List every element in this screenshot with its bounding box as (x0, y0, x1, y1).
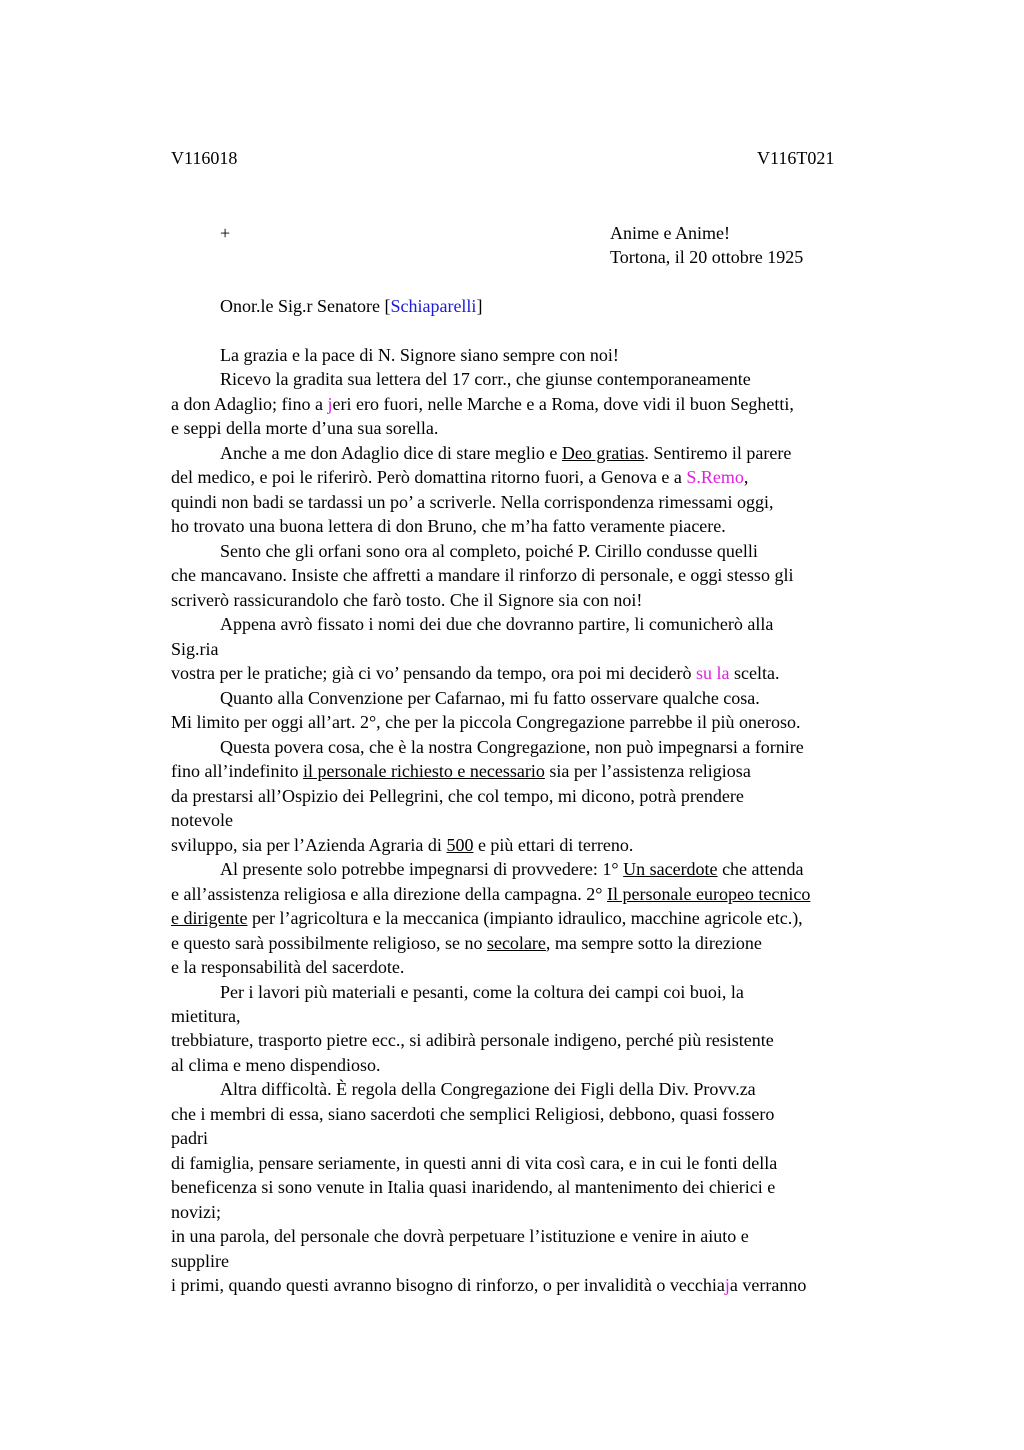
text-line: Questa povera cosa, che è la nostra Congregazione, non può impegnarsi a fornire (220, 737, 804, 757)
text-line (171, 661, 779, 685)
text-segment: vostra per le pratiche; già ci vo’ pensando da tempo, ora poi mi deciderò (171, 663, 696, 683)
text-line (171, 931, 762, 955)
text-line: e seppi della morte d’una sua sorella. (171, 418, 439, 438)
text-line (171, 465, 748, 489)
text-line: Quanto alla Convenzione per Cafarnao, mi fu fatto osservare qualche cosa. (220, 688, 760, 708)
text-segment: , (743, 467, 749, 487)
text-segment: e questo sarà possibilmente religioso, se no (171, 933, 487, 953)
text-line: La grazia e la pace di N. Signore siano sempre con noi! (220, 345, 619, 365)
text-line: che mancavano. Insiste che affretti a mandare il rinforzo di personale, e oggi stesso gli (171, 565, 794, 585)
text-line: quindi non badi se tardassi un po’ a scriverle. Nella corrispondenza rimessami oggi, (171, 492, 774, 512)
text-segment: . Sentiremo il parere (644, 443, 792, 463)
underlined-text: Deo gratias (561, 443, 645, 463)
text-line: Sig.ria (171, 639, 219, 659)
editorial-mark: su la (695, 663, 730, 683)
text-segment: sia per l’assistenza religiosa (544, 761, 751, 781)
underlined-text: Un sacerdote (623, 859, 718, 879)
text-segment: e più ettari di terreno. (473, 835, 634, 855)
text-line (171, 882, 810, 906)
text-segment: Anche a me don Adaglio dice di stare meglio e (220, 443, 562, 463)
underlined-text: il personale richiesto e necessario (302, 761, 545, 781)
text-line: Mi limito per oggi all’art. 2°, che per la piccola Congregazione parrebbe il più oneroso. (171, 712, 801, 732)
underlined-text: e dirigente (171, 908, 248, 928)
addressee-name: Schiaparelli (390, 296, 477, 316)
text-segment: a verranno (729, 1275, 807, 1295)
editorial-mark: S.Remo (686, 467, 744, 487)
text-line (220, 441, 791, 465)
motto: Anime e Anime! (610, 223, 730, 243)
text-segment: che attenda (717, 859, 804, 879)
document-code-left: V116018 (171, 148, 238, 168)
text-segment: per l’agricoltura e la meccanica (impianto idraulico, macchine agricole etc.), (247, 908, 803, 928)
underlined-text: 500 (446, 835, 474, 855)
text-line (220, 857, 804, 881)
text-line: e la responsabilità del sacerdote. (171, 957, 405, 977)
text-line: Appena avrò fissato i nomi dei due che dovranno partire, li comunicherò alla (220, 614, 774, 634)
text-line: di famiglia, pensare seriamente, in questi anni di vita così cara, e in cui le fonti della (171, 1153, 778, 1173)
text-line (171, 759, 751, 783)
text-segment: Al presente solo potrebbe impegnarsi di provvedere: 1° (220, 859, 624, 879)
text-line: Per i lavori più materiali e pesanti, come la coltura dei campi coi buoi, la (220, 982, 744, 1002)
text-line: supplire (171, 1251, 229, 1271)
text-segment: e all’assistenza religiosa e alla direzione della campagna. 2° (171, 884, 607, 904)
text-line: beneficenza si sono venute in Italia quasi inaridendo, al mantenimento dei chierici e (171, 1177, 776, 1197)
text-segment: del medico, e poi le riferirò. Però domattina ritorno fuori, a Genova e a (171, 467, 687, 487)
text-line: padri (171, 1128, 208, 1148)
text-segment: i primi, quando questi avranno bisogno di rinforzo, o per invalidità o vecchia (171, 1275, 725, 1295)
text-segment: sviluppo, sia per l’Azienda Agraria di (171, 835, 447, 855)
text-segment: fino all’indefinito (171, 761, 303, 781)
text-line: notevole (171, 810, 233, 830)
salutation-suffix: ] (476, 296, 483, 316)
text-line: Ricevo la gradita sua lettera del 17 corr., che giunse contemporaneamente (220, 369, 751, 389)
place-date: Tortona, il 20 ottobre 1925 (610, 247, 804, 267)
document-code-right: V116T021 (757, 148, 835, 168)
text-line: ho trovato una buona lettera di don Bruno, che m’ha fatto veramente piacere. (171, 516, 726, 536)
text-line: Altra difficoltà. È regola della Congregazione dei Figli della Div. Provv.za (220, 1079, 756, 1099)
cross-mark: + (220, 223, 231, 243)
text-line: in una parola, del personale che dovrà perpetuare l’istituzione e venire in aiuto e (171, 1226, 749, 1246)
text-line (171, 392, 794, 416)
editorial-mark: j (327, 394, 333, 414)
text-line: che i membri di essa, siano sacerdoti che semplici Religiosi, debbono, quasi fossero (171, 1104, 775, 1124)
text-line: novizi; (171, 1202, 221, 1222)
editorial-mark: j (724, 1275, 730, 1295)
text-line (171, 906, 803, 930)
underlined-text: Il personale europeo tecnico (607, 884, 811, 904)
text-line: trebbiature, trasporto pietre ecc., si adibirà personale indigeno, perché più resistente (171, 1030, 774, 1050)
text-line: mietitura, (171, 1006, 241, 1026)
text-segment: a don Adaglio; fino a (171, 394, 328, 414)
text-line (171, 1273, 806, 1297)
text-line (171, 833, 633, 857)
text-segment: scelta. (729, 663, 780, 683)
text-line: scriverò rassicurandolo che farò tosto. Che il Signore sia con noi! (171, 590, 643, 610)
text-segment: eri ero fuori, nelle Marche e a Roma, dove vidi il buon Seghetti, (332, 394, 794, 414)
salutation (220, 294, 482, 318)
text-line: Sento che gli orfani sono ora al completo, poiché P. Cirillo condusse quelli (220, 541, 758, 561)
text-line: da prestarsi all’Ospizio dei Pellegrini, che col tempo, mi dicono, potrà prendere (171, 786, 744, 806)
salutation-prefix: Onor.le Sig.r Senatore [ (220, 296, 391, 316)
underlined-text: secolare (486, 933, 546, 953)
text-line: al clima e meno dispendioso. (171, 1055, 381, 1075)
text-segment: , ma sempre sotto la direzione (545, 933, 762, 953)
